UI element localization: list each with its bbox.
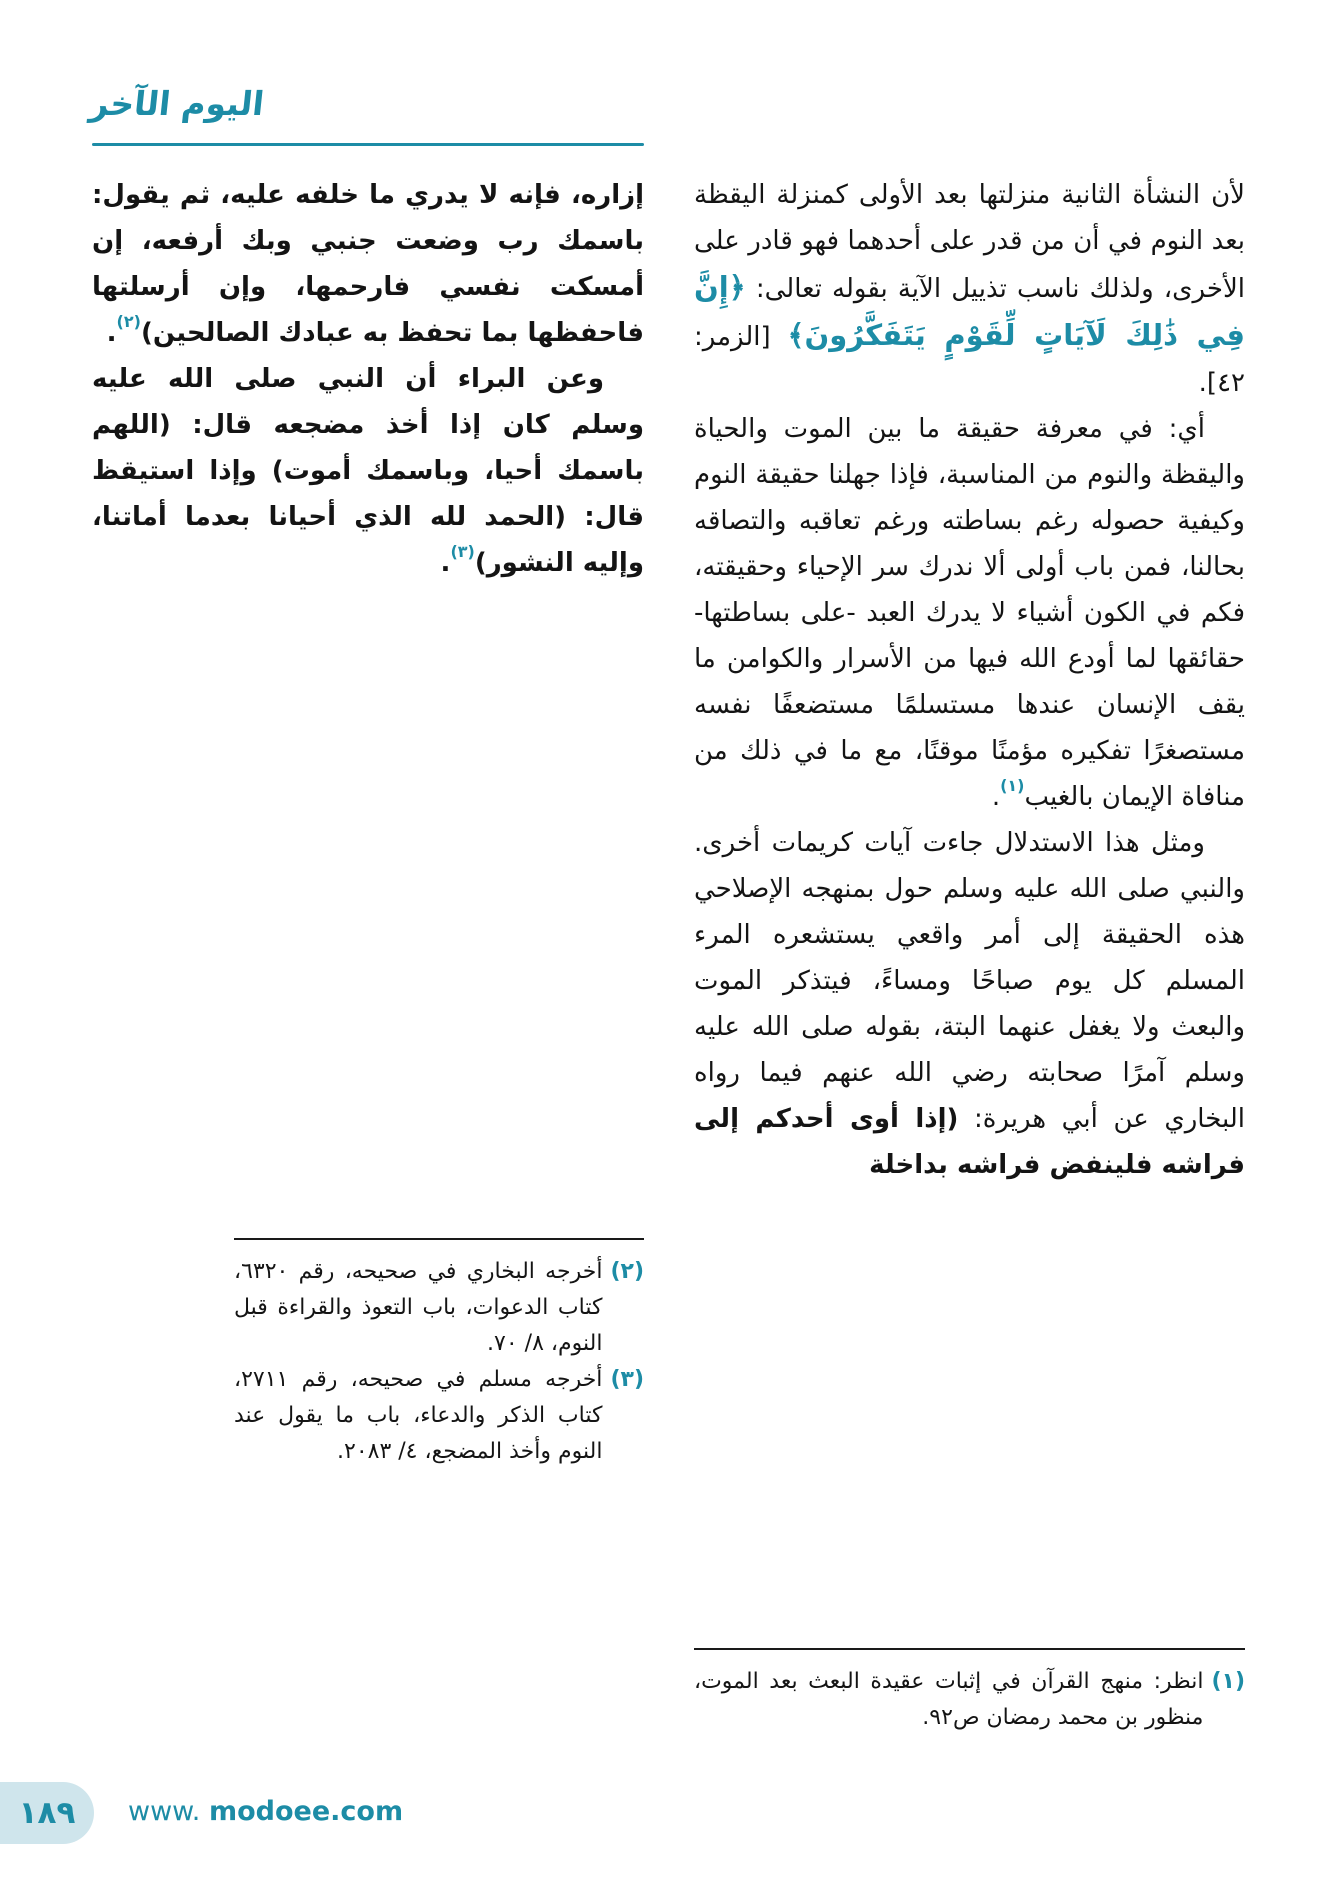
footnote-text: أخرجه مسلم في صحيحه، رقم ٢٧١١، كتاب الذكر والدعاء، باب ما يقول عند النوم وأخذ المضجع، ٤/ ٢٠٨٣. [234, 1367, 603, 1464]
left-footnotes [92, 1238, 644, 1470]
body-text: ومثل هذا الاستدلال جاءت آيات كريمات أخرى. والنبي صلى الله عليه وسلم حول بمنهجه الإصلاحي هذه الحقيقة إلى أمر واقعي يستشعره المرء المسلم كل يوم صباحًا ومساءً، فيتذكر الموت والبعث ولا يغفل عنهما البتة، بقوله صلى الله عليه وسلم آمرًا صحابته رضي الله عنهم فيما رواه البخاري عن أبي هريرة: [694, 828, 1245, 1134]
website-domain: modoee.com [208, 1796, 404, 1827]
footnote-number: (١) [1211, 1669, 1245, 1694]
hadith-quote: وعن البراء أن النبي صلى الله عليه وسلم كان إذا أخذ مضجعه قال: (اللهم باسمك أحيا، وباسمك أموت) وإذا استيقظ قال: (الحمد لله الذي أحيانا بعدما أماتنا، وإليه النشور) [92, 364, 644, 578]
page-number-tab [0, 1782, 94, 1844]
footnote-marker-1: (١) [1000, 776, 1025, 796]
paragraph-istidlal [694, 820, 1245, 1188]
footnote-number: (٢) [610, 1259, 644, 1284]
footnote-2 [234, 1254, 644, 1362]
body-text: . [106, 318, 117, 348]
website-prefix: www. [128, 1796, 201, 1827]
left-column [92, 172, 644, 586]
footnote-1 [694, 1664, 1245, 1736]
footnote-text: انظر: منهج القرآن في إثبات عقيدة البعث بعد الموت، منظور بن محمد رمضان ص٩٢. [694, 1669, 1204, 1730]
footnote-divider [694, 1648, 1245, 1650]
hadith-quote: (إذا أوى أحدكم إلى فراشه فلينفض فراشه بداخلة [694, 1104, 1245, 1180]
quran-verse: ﴿إِنَّ فِي ذَٰلِكَ لَآيَاتٍ لِّقَوْمٍ يَتَفَكَّرُونَ﴾ [694, 270, 1245, 352]
body-text: أي: في معرفة حقيقة ما بين الموت والحياة واليقظة والنوم من المناسبة، فإذا جهلنا حقيقة النوم وكيفية حصوله رغم بساطته ورغم تعاقبه والتصاقه بحالنا، فمن باب أولى ألا ندرك سر الإحياء وحقيقته، فكم في الكون أشياء لا يدرك العبد -على بساطتها- حقائقها لما أودع الله فيها من الأسرار والكوامن ما يقف الإنسان عندها مستسلمًا مستضعفًا نفسه مستصغرًا تفكيره مؤمنًا موقنًا، مع ما في ذلك من منافاة الإيمان بالغيب [694, 414, 1245, 812]
header-divider [92, 143, 644, 146]
verse-reference: [الزمر: ٤٢]. [694, 322, 1245, 398]
footnote-list [234, 1254, 644, 1470]
section-logo: اليوم الآخر [87, 84, 267, 123]
body-text: . [440, 548, 451, 578]
footnote-text: أخرجه البخاري في صحيحه، رقم ٦٣٢٠، كتاب الدعوات، باب التعوذ والقراءة قبل النوم، ٨/ ٧٠. [234, 1259, 603, 1356]
right-footnotes [694, 1648, 1245, 1736]
body-text: لأن النشأة الثانية منزلتها بعد الأولى كمنزلة اليقظة بعد النوم في أن من قدر على أحدهما فهو قادر على الأخرى، ولذلك ناسب تذييل الآية بقوله تعالى: [694, 180, 1245, 304]
footnote-number: (٣) [610, 1367, 644, 1392]
hadith-quote: إزاره، فإنه لا يدري ما خلفه عليه، ثم يقول: باسمك رب وضعت جنبي وبك أرفعه، إن أمسكت نفسي فارحمها، وإن أرسلتها فاحفظها بما تحفظ به عبادك الصالحين) [92, 180, 644, 348]
publisher-website [128, 1796, 403, 1827]
footnote-3 [234, 1362, 644, 1470]
body-text: . [991, 782, 1001, 812]
paragraph-hadith-continuation [92, 172, 644, 356]
right-column [694, 172, 1245, 1188]
footnote-divider [234, 1238, 644, 1240]
paragraph-ay [694, 406, 1245, 820]
paragraph-nashaa [694, 172, 1245, 406]
paragraph-bara-hadith [92, 356, 644, 586]
footnote-marker-2: (٢) [116, 312, 141, 332]
page-number: ١٨٩ [18, 1795, 76, 1831]
footnote-marker-3: (٣) [450, 542, 475, 562]
